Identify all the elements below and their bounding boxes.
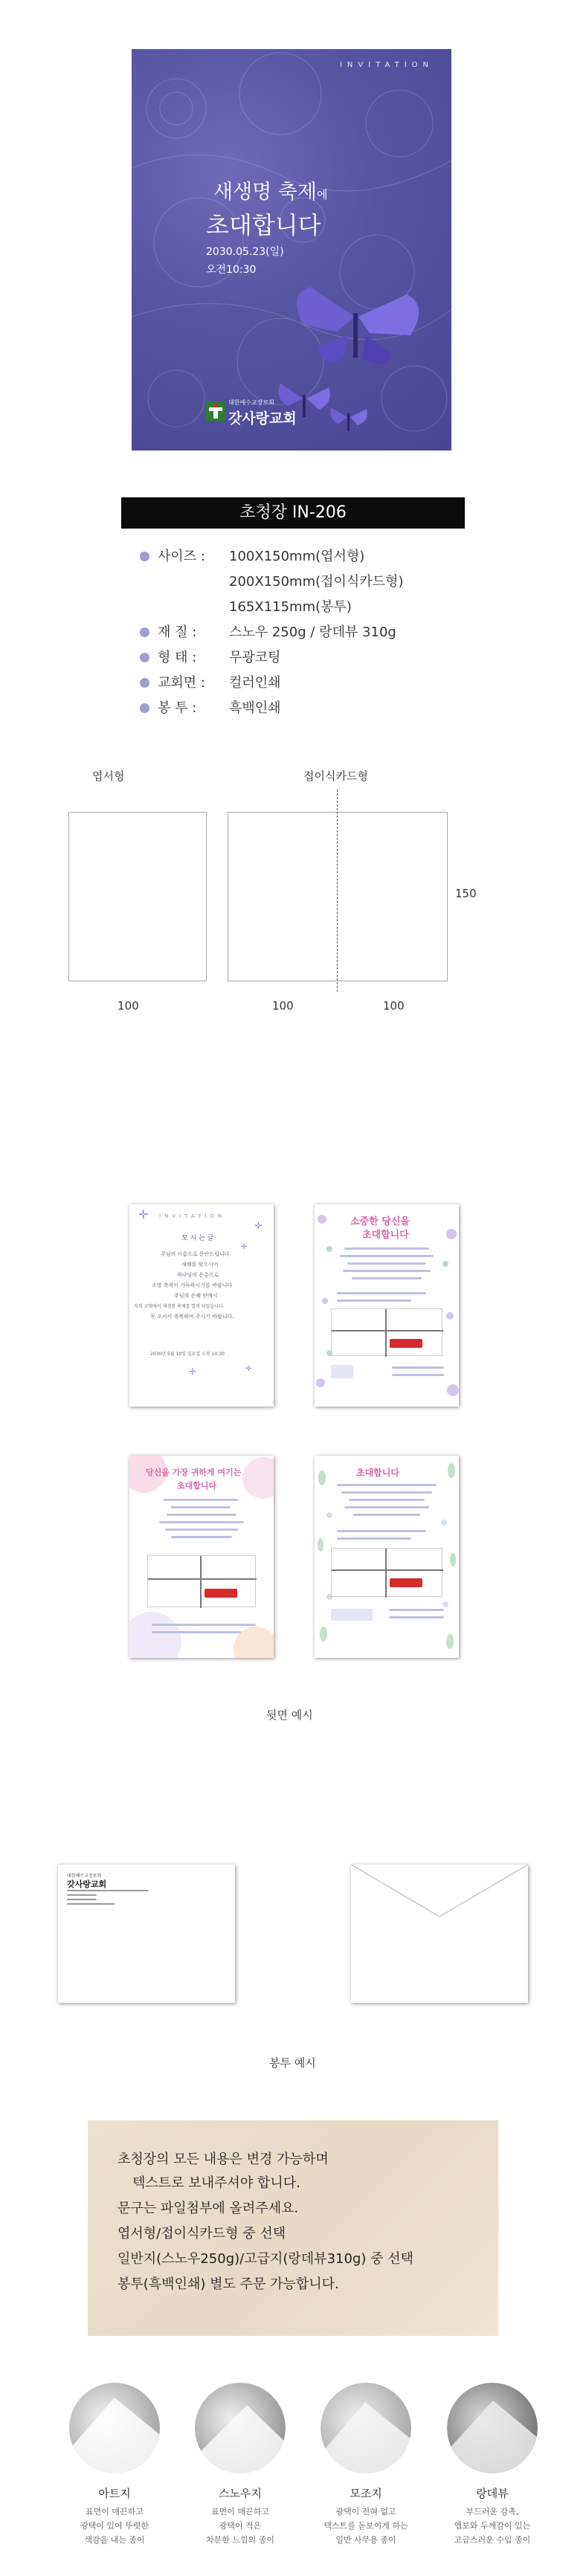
card-title-line2: 초대합니다 [177, 1481, 217, 1491]
envelope-front [58, 1865, 235, 2003]
text-line [331, 1609, 373, 1621]
card-title-line1: 당신을 가장 귀하게 여기는 [146, 1468, 242, 1477]
paper-desc: 광택이 전혀 없고 [335, 2507, 396, 2517]
church-denomination: 대한예수교장로회 [228, 399, 274, 406]
paper-art-swatch [69, 2383, 160, 2473]
card-line: 꼭 오셔서 축복하여 주시기 바랍니다. [150, 1314, 234, 1320]
spec-value: 컬러인쇄 [229, 675, 281, 691]
envelope-caption: 봉투 예시 [269, 2056, 316, 2070]
card-line: 주님의 은혜 안에서 [174, 1293, 218, 1299]
text-line [165, 1529, 238, 1531]
paper-name: 스노우지 [219, 2487, 262, 2500]
invitation-header: INVITATION [339, 61, 434, 69]
postcard-outline [68, 812, 207, 981]
paper-rendezvous-swatch [447, 2383, 538, 2473]
paper-desc: 텍스트를 돋보이게 하는 [323, 2521, 408, 2531]
paper-snow-swatch [195, 2383, 286, 2473]
text-line [337, 1300, 411, 1302]
text-line [167, 1514, 236, 1516]
paper-desc: 표면이 매끈하고 [211, 2507, 269, 2517]
paper-desc: 색감을 내는 종이 [84, 2535, 145, 2545]
paper-desc: 부드러운 감촉, [466, 2507, 519, 2517]
text-line [392, 1366, 444, 1369]
folding-label: 접이식카드형 [303, 769, 368, 783]
card-title: 초대합니다 [356, 1468, 399, 1478]
card-line: 새해를 맞으시어 [181, 1262, 219, 1268]
hero-title-line2: 초대합니다 [206, 211, 321, 239]
text-line [337, 1292, 426, 1294]
order-notes [88, 2120, 498, 2336]
text-line [331, 1365, 353, 1378]
hero-title-line1 [213, 175, 328, 204]
paper-name: 랑데뷰 [476, 2487, 509, 2500]
note-item: 일반지(스노우250g)/고급지(랑데뷰310g) 중 선택 [117, 2251, 413, 2267]
text-line [389, 1616, 444, 1618]
text-line [171, 1506, 231, 1508]
back-example-1 [129, 1204, 274, 1407]
bullet-icon [140, 653, 149, 662]
hero-title-main: 새생명 축제 [213, 181, 317, 204]
note-item: 문구는 파일첨부에 올려주세요. [117, 2201, 299, 2216]
folding-left-label: 100 [272, 999, 294, 1013]
envelope-flap [351, 1865, 528, 2003]
star-icon: ✛ [241, 1243, 248, 1251]
map [147, 1555, 256, 1607]
spec-value: 165X115mm(봉투) [229, 599, 352, 615]
spec-label: 교회면 : [158, 675, 205, 691]
paper-desc: 엠보와 두께감이 있는 [454, 2521, 531, 2531]
church-name: 갓사랑교회 [228, 410, 297, 427]
card-invitation-header: INVITATION [159, 1213, 226, 1219]
spec-value: 200X150mm(접이식카드형) [229, 574, 404, 590]
text-line [341, 1491, 432, 1494]
spec-value: 무광코팅 [229, 650, 281, 665]
map [331, 1548, 442, 1597]
spec-value: 흑백인쇄 [229, 700, 281, 716]
address-line [67, 1903, 115, 1905]
folding-card-outline [228, 812, 448, 981]
fold-line [337, 790, 338, 992]
spec-label: 형 태 : [158, 650, 197, 665]
bullet-icon [140, 627, 149, 637]
spec-label: 사이즈 : [158, 549, 205, 564]
spec-value: 100X150mm(엽서형) [229, 549, 365, 564]
paper-desc: 표면이 매끈하고 [86, 2507, 144, 2517]
paper-desc: 일반 사무용 종이 [335, 2535, 396, 2545]
text-line [392, 1374, 444, 1376]
text-line [340, 1255, 434, 1257]
text-line [343, 1270, 431, 1272]
text-line [152, 1624, 256, 1626]
card-line: 주님의 이름으로 문안드립니다. [161, 1251, 231, 1257]
back-example-3 [129, 1456, 274, 1658]
butterfly-small-2 [330, 407, 367, 431]
text-line [344, 1247, 429, 1250]
hero-invitation-card [132, 49, 451, 451]
text-line [389, 1609, 444, 1611]
note-item: 봉투(흑백인쇄) 별도 주문 가능합니다. [117, 2276, 339, 2292]
text-line [171, 1536, 232, 1538]
hero-title-suffix: 에 [317, 188, 328, 201]
text-line [347, 1262, 426, 1265]
back-example-caption: 뒷면 예시 [266, 1708, 313, 1722]
text-line [344, 1506, 429, 1508]
paper-name: 모조지 [350, 2487, 382, 2500]
address-line [67, 1894, 97, 1896]
star-icon: ✛ [138, 1207, 149, 1221]
envelope-church-denomination: 대한예수교장로회 [67, 1873, 102, 1879]
address-line [67, 1899, 97, 1900]
note-item: 엽서형/접이식카드형 중 선택 [117, 2226, 286, 2241]
address-line [67, 1890, 149, 1891]
star-icon: ✛ [189, 1366, 197, 1377]
card-line: 하나님의 은총으로 [177, 1272, 219, 1278]
back-example-4 [315, 1456, 459, 1658]
product-title: 초청장 IN-206 [121, 497, 465, 529]
map [331, 1308, 442, 1356]
text-line [337, 1530, 426, 1532]
star-icon: ✛ [245, 1365, 252, 1373]
card-line: 소망 축복이 가득하시기를 바랍니다 [152, 1282, 233, 1288]
height-label: 150 [455, 887, 477, 900]
folding-right-label: 100 [383, 999, 405, 1013]
envelope-back [351, 1865, 528, 2003]
paper-desc: 광택이 적은 [219, 2521, 262, 2531]
paper-desc: 차분한 느낌의 종이 [205, 2535, 274, 2545]
envelope-church-name: 갓사랑교회 [67, 1879, 107, 1889]
bullet-icon [140, 703, 149, 713]
text-line [152, 1631, 241, 1633]
text-line [352, 1277, 422, 1279]
star-icon: ✛ [254, 1221, 263, 1232]
hero-time: 오전10:30 [206, 264, 257, 276]
postcard-label: 엽서형 [92, 769, 125, 783]
text-line [349, 1499, 425, 1501]
butterfly-large [297, 287, 419, 364]
back-example-2 [315, 1204, 459, 1407]
paper-name: 아트지 [98, 2487, 131, 2500]
card-heading: 모 시 는 글 [181, 1235, 214, 1242]
text-line [159, 1521, 244, 1523]
paper-desc: 광택이 있어 뚜렷한 [80, 2521, 149, 2531]
postcard-width-label: 100 [117, 999, 139, 1013]
bullet-icon [140, 552, 149, 561]
hero-date: 2030.05.23(일) [206, 246, 284, 258]
card-line: 저희 교회에서 새생명 축제를 열게 되었습니다. [134, 1304, 225, 1309]
paper-desc: 고급스러운 수입 종이 [454, 2535, 531, 2545]
note-item: 텍스트로 보내주셔야 합니다. [132, 2175, 300, 2191]
spec-label: 봉 투 : [158, 700, 197, 716]
text-line [353, 1514, 420, 1516]
spec-value: 스노우 250g / 랑데뷰 310g [229, 624, 396, 640]
card-date: 2030년 5월 10일 일요일 오전 10:30 [150, 1352, 225, 1357]
text-line [337, 1484, 437, 1486]
note-item: 초청장의 모든 내용은 변경 가능하며 [117, 2151, 329, 2167]
bullet-icon [140, 678, 149, 688]
text-line [337, 1537, 411, 1540]
card-title-line2: 초대합니다 [362, 1230, 409, 1241]
cross-icon [206, 401, 225, 421]
paper-woodfree-swatch [321, 2383, 411, 2473]
spec-label: 재 질 : [158, 624, 197, 640]
text-line [164, 1499, 238, 1501]
card-title-line1: 소중한 당신을 [350, 1216, 410, 1227]
